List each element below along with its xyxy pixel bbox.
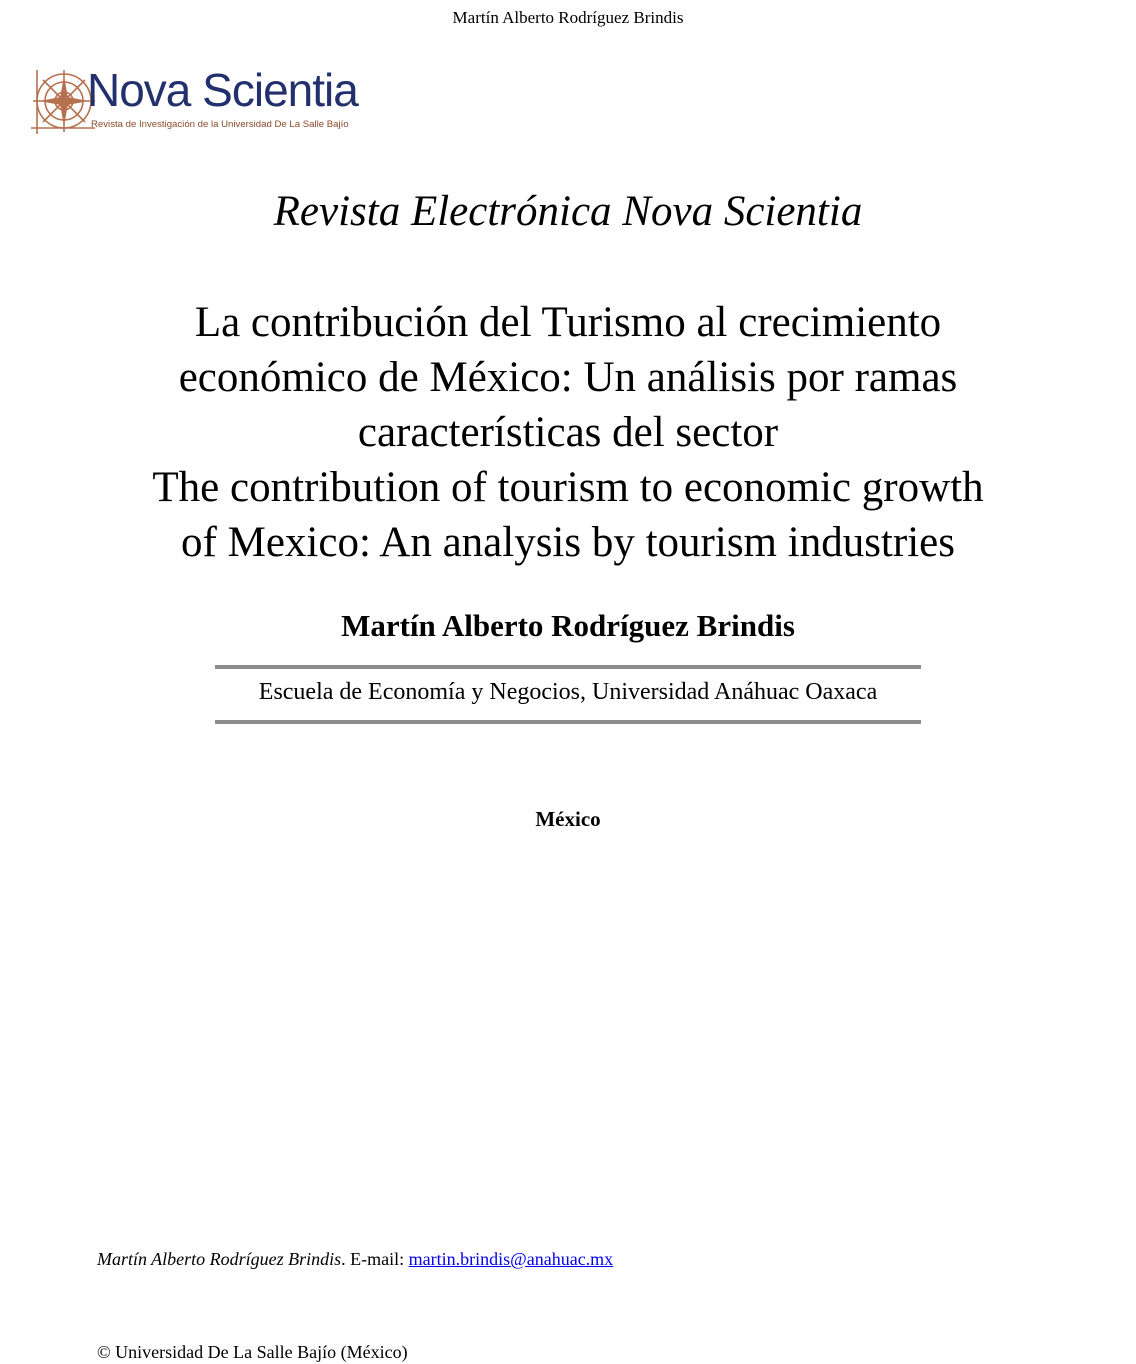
- country: México: [535, 807, 601, 831]
- divider-bottom: [215, 720, 921, 724]
- journal-logo: [31, 64, 391, 138]
- author-name: Martín Alberto Rodríguez Brindis: [341, 608, 795, 643]
- footnote-author: Martín Alberto Rodríguez Brindis: [97, 1249, 342, 1269]
- author-footnote: [97, 1247, 613, 1271]
- title-line-es-3: características del sector: [357, 409, 779, 456]
- divider-top: [215, 665, 921, 669]
- journal-title: Revista Electrónica Nova Scientia: [273, 188, 863, 235]
- copyright: © Universidad De La Salle Bajío (México): [97, 1342, 408, 1362]
- footnote-separator: . E-mail:: [341, 1249, 409, 1269]
- logo-title: Nova Scientia: [87, 64, 358, 116]
- running-header: Martín Alberto Rodríguez Brindis: [452, 8, 684, 27]
- logo-subtitle: Revista de Investigación de la Universidad De La Salle Bajío: [91, 119, 349, 130]
- compass-rose-icon: [31, 68, 95, 134]
- email-link[interactable]: martin.brindis@anahuac.mx: [408, 1249, 614, 1269]
- paper-title: [0, 295, 1136, 570]
- affiliation: Escuela de Economía y Negocios, Universidad Anáhuac Oaxaca: [258, 679, 878, 705]
- title-line-en-2: of Mexico: An analysis by tourism industries: [181, 519, 955, 566]
- title-line-es-2: económico de México: Un análisis por ramas: [178, 354, 958, 401]
- title-line-es-1: La contribución del Turismo al crecimiento: [194, 299, 942, 346]
- title-line-en-1: The contribution of tourism to economic growth: [152, 464, 984, 511]
